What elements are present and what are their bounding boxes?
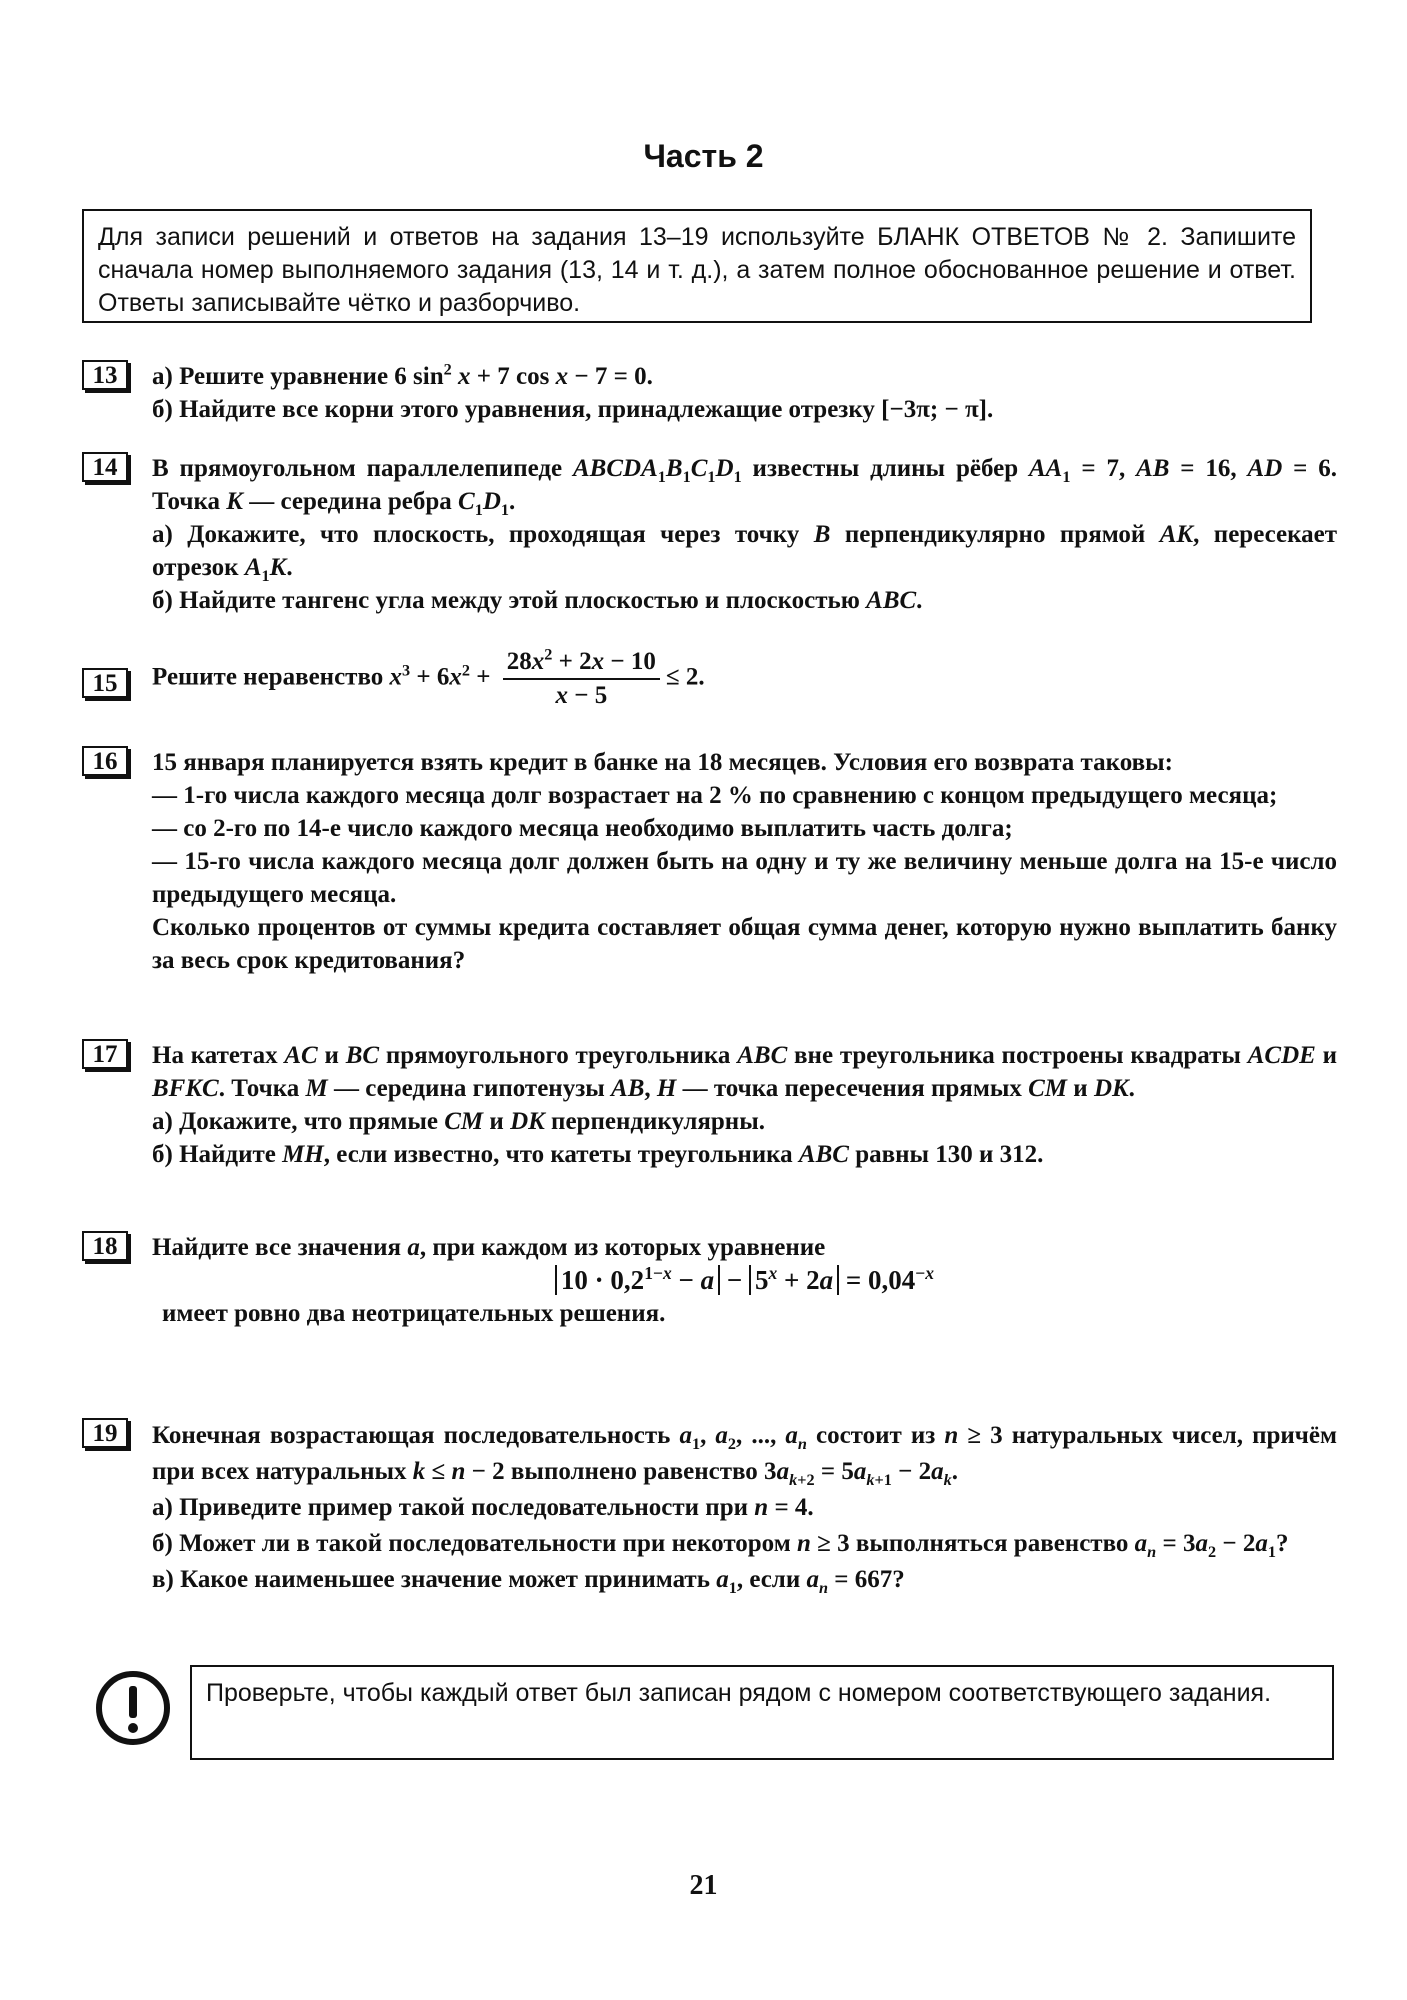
task-text: На катетах AC и BC прямоугольного треугольника ABC вне треугольника построены квадраты ACDE и BFKC. Точка M — середина гипотенузы AB, H — точка пересечения прямых CM и DK. а) Докажите, что прямые CM и DK перпендикулярны. б) Найдите MH, если известно, что катеты треугольника ABC равны 130 и 312. bbox=[152, 1042, 1338, 1168]
fraction: $\frac{28x^2 + 2x - 10}{x - 5}$ bbox=[503, 646, 660, 712]
task-number: 14 bbox=[82, 452, 128, 482]
task-16-line: 15 января планируется взять кредит в банке на 18 месяцев. Условия его возврата таковы: bbox=[152, 749, 1173, 776]
task-number: 16 bbox=[82, 746, 128, 776]
task-16-line: — 1-го числа каждого месяца долг возрастает на 2 % по сравнению с концом предыдущего месяца; bbox=[152, 782, 1278, 809]
task-16-line: Сколько процентов от суммы кредита составляет общая сумма денег, которую нужно выплатить банку за весь срок кредитования? bbox=[152, 914, 1337, 974]
task-text: Конечная возрастающая последовательность $a_1$, $a_2$, ..., $a_n$ состоит из n ≥ 3 натуральных чисел, причём при всех натуральных k ≤ n − 2 выполнено равенство $3a_{k+2} = 5a_{k+1} - 2a_k$. а) Приведите пример такой последовательности при n = 4. б) Может ли в такой последовательности при некотором n ≥ 3 выполняться равенство $a_n = 3a_2 - 2a_1$? в) Какое наименьшее значение может принимать $a_1$, если $a_n = 667$? bbox=[152, 1422, 1338, 1597]
task-number: 17 bbox=[82, 1039, 128, 1069]
task-text: Решите неравенство $x^3 + 6x^2$ + $\frac{28x^2 + 2x - 10}{x - 5}$ ≤ 2. bbox=[152, 646, 1337, 712]
task-18-after: имеет ровно два неотрицательных решения. bbox=[162, 1300, 666, 1327]
section-title: Часть 2 bbox=[643, 138, 764, 174]
task-16-line: — со 2-го по 14-е число каждого месяца необходимо выплатить часть долга; bbox=[152, 815, 1013, 842]
exclamation-icon bbox=[96, 1671, 170, 1745]
task-number: 18 bbox=[82, 1231, 128, 1261]
task-number: 15 bbox=[82, 668, 128, 698]
instructions-box: Для записи решений и ответов на задания 13–19 используйте БЛАНК ОТВЕТОВ № 2. Запишите сначала номер выполняемого задания (13, 14 и т. д.), а затем полное обоснованное решение и ответ. Ответы записывайте чётко и разборчиво. bbox=[82, 209, 1312, 323]
task-number: 13 bbox=[82, 360, 128, 390]
task-text bbox=[152, 746, 1337, 977]
task-number: 19 bbox=[82, 1418, 128, 1448]
task-text: В прямоугольном параллелепипеде $ABCDA_1B_1C_1D_1$ известны длины рёбер $AA_1 = 7$, AB = 16, AD = 6. Точка K — середина ребра $C_1D_1$. а) Докажите, что плоскость, проходящая через точку B перпендикулярно прямой AK, пересекает отрезок $A_1K$. б) Найдите тангенс угла между этой плоскостью и плоскостью ABC. bbox=[152, 455, 1338, 614]
note-box: Проверьте, чтобы каждый ответ был записан рядом с номером соответствующего задания. bbox=[190, 1665, 1334, 1760]
task-text: а) Решите уравнение 6 $\sin^2 x + 7$ cos x − 7 = 0. б) Найдите все корни этого уравнения, принадлежащие отрезку [−3π; − π]. bbox=[152, 360, 994, 423]
task-16-line: — 15-го числа каждого месяца долг должен быть на одну и ту же величину меньше долга на 15-е число предыдущего месяца. bbox=[152, 848, 1337, 908]
note-block bbox=[96, 1665, 1336, 1765]
task-text: Найдите все значения a, при каждом из которых уравнение $10 \cdot 0,2^{1-x} - a - 5^x + 2a = 0,04^{-x}$ имеет ровно два неотрицательных решения. bbox=[152, 1231, 1337, 1330]
page-number: 21 bbox=[689, 1870, 718, 1901]
equation: $10 \cdot 0,2^{1-x} - a - 5^x + 2a = 0,04^{-x}$ bbox=[152, 1264, 1337, 1297]
